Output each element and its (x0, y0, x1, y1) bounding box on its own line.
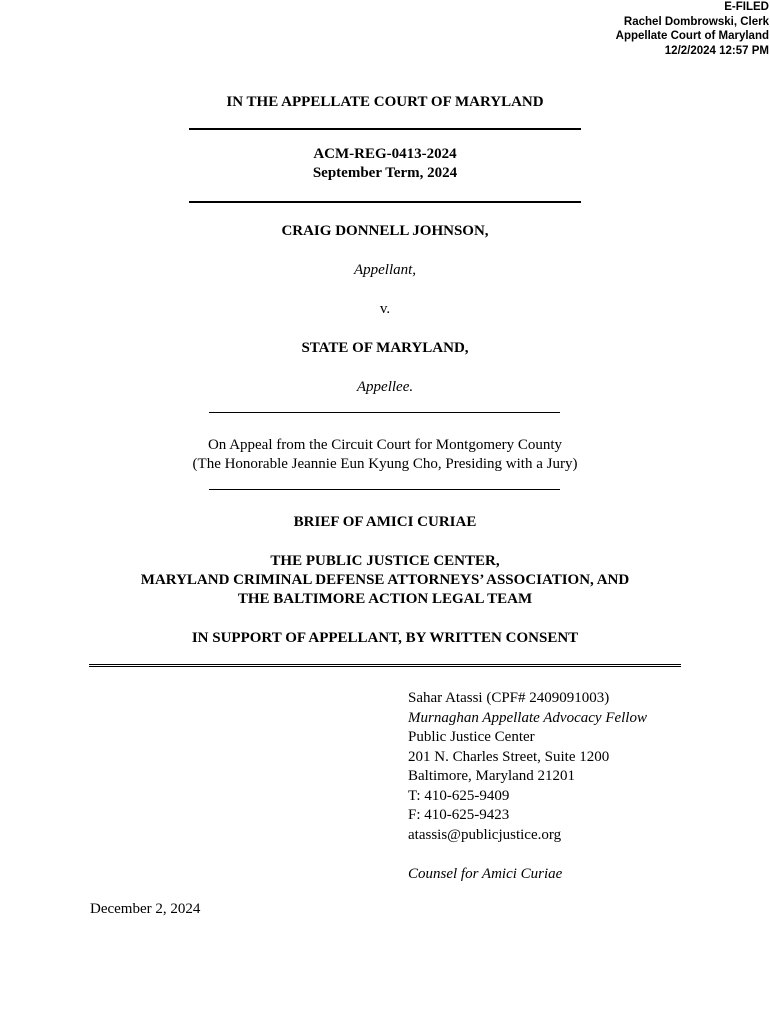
appeal-rule-top (209, 412, 560, 413)
filing-date: December 2, 2024 (90, 901, 201, 917)
court-name: IN THE APPELLATE COURT OF MARYLAND (226, 94, 544, 110)
versus: v. (379, 301, 391, 317)
appellant-role: Appellant, (353, 262, 417, 278)
appeal-judge: (The Honorable Jeannie Eun Kyung Cho, Presiding with a Jury) (192, 456, 578, 472)
case-number: ACM-REG-0413-2024 (313, 146, 457, 162)
counsel-street: 201 N. Charles Street, Suite 1200 (408, 748, 610, 765)
appellant-name: CRAIG DONNELL JOHNSON, (281, 223, 489, 239)
amicus-2: MARYLAND CRIMINAL DEFENSE ATTORNEYS’ ASSOCIATION, AND (140, 572, 630, 588)
appeal-origin: On Appeal from the Circuit Court for Montgomery County (207, 437, 563, 453)
appellee-role: Appellee. (356, 379, 414, 395)
counsel-role: Counsel for Amici Curiae (408, 865, 563, 882)
counsel-name: Sahar Atassi (CPF# 2409091003) (408, 690, 610, 706)
counsel-organization: Public Justice Center (408, 729, 535, 745)
stamp-timestamp: 12/2/2024 12:57 PM (664, 44, 769, 57)
court-term: September Term, 2024 (312, 165, 458, 181)
efiling-stamp (616, 0, 769, 58)
counsel-fax: F: 410-625-9423 (408, 807, 510, 823)
caption-rule-bottom (189, 201, 581, 203)
amicus-3: THE BALTIMORE ACTION LEGAL TEAM (237, 591, 533, 607)
support-statement: IN SUPPORT OF APPELLANT, BY WRITTEN CONSENT (191, 630, 579, 646)
title-double-rule (89, 664, 681, 667)
counsel-phone: T: 410-625-9409 (408, 787, 510, 804)
brief-title: BRIEF OF AMICI CURIAE (293, 514, 477, 530)
appeal-rule-bottom (209, 489, 560, 490)
amicus-1: THE PUBLIC JUSTICE CENTER, (270, 553, 500, 569)
appellee-name: STATE OF MARYLAND, (301, 340, 469, 356)
counsel-city: Baltimore, Maryland 21201 (408, 768, 576, 784)
stamp-efiled: E-FILED (724, 1, 769, 13)
caption-rule-top (189, 128, 581, 130)
stamp-court: Appellate Court of Maryland (615, 30, 769, 42)
counsel-email: atassis@publicjustice.org (408, 826, 562, 843)
stamp-clerk: Rachel Dombrowski, Clerk (623, 15, 769, 28)
counsel-title: Murnaghan Appellate Advocacy Fellow (408, 709, 647, 726)
counsel-block (408, 689, 647, 884)
